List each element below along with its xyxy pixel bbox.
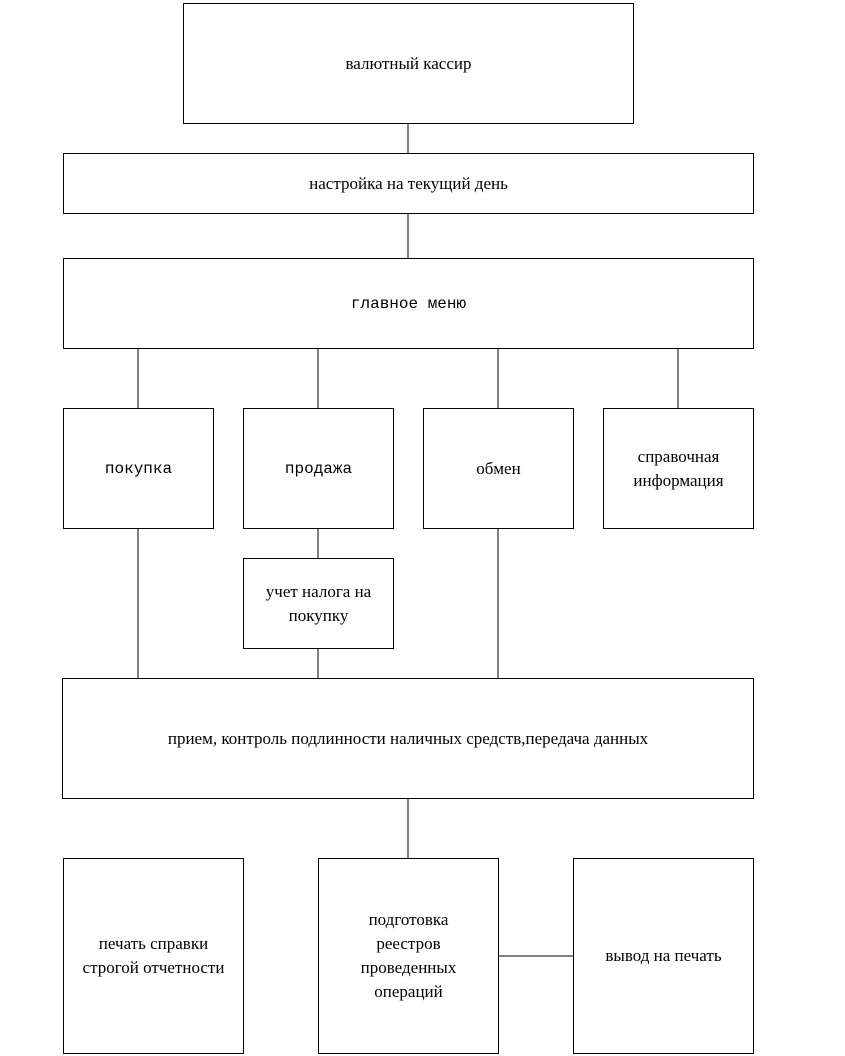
cashier-label: валютный кассир [345, 53, 472, 73]
purchase-tax-box [243, 558, 394, 649]
strict-report-label: печать справки строгой отчетности [82, 934, 225, 977]
purchase-box [63, 408, 214, 529]
strict-report-box [63, 858, 244, 1054]
main-menu-box [63, 258, 754, 349]
cash-control-label: прием, контроль подлинности наличных средств,передача данных [167, 728, 649, 748]
reference-info-label: справочная информация [633, 446, 724, 490]
cash-control-box [62, 678, 754, 799]
print-output-box [573, 858, 754, 1054]
purchase-tax-label: учет налога на покупку [265, 581, 372, 625]
exchange-box [423, 408, 574, 529]
sale-box [243, 408, 394, 529]
day-setup-box [63, 153, 754, 214]
main-menu-label: главное меню [350, 294, 467, 313]
sale-label: продажа [284, 459, 353, 478]
exchange-label: обмен [476, 458, 521, 478]
reference-info-box [603, 408, 754, 529]
purchase-label: покупка [104, 459, 173, 478]
registry-prep-label: подготовка реестров проведенных операций [360, 910, 457, 1001]
print-output-label: вывод на печать [605, 946, 722, 965]
day-setup-label: настройка на текущий день [309, 173, 508, 193]
cashier-box [183, 3, 634, 124]
registry-prep-box [318, 858, 499, 1054]
